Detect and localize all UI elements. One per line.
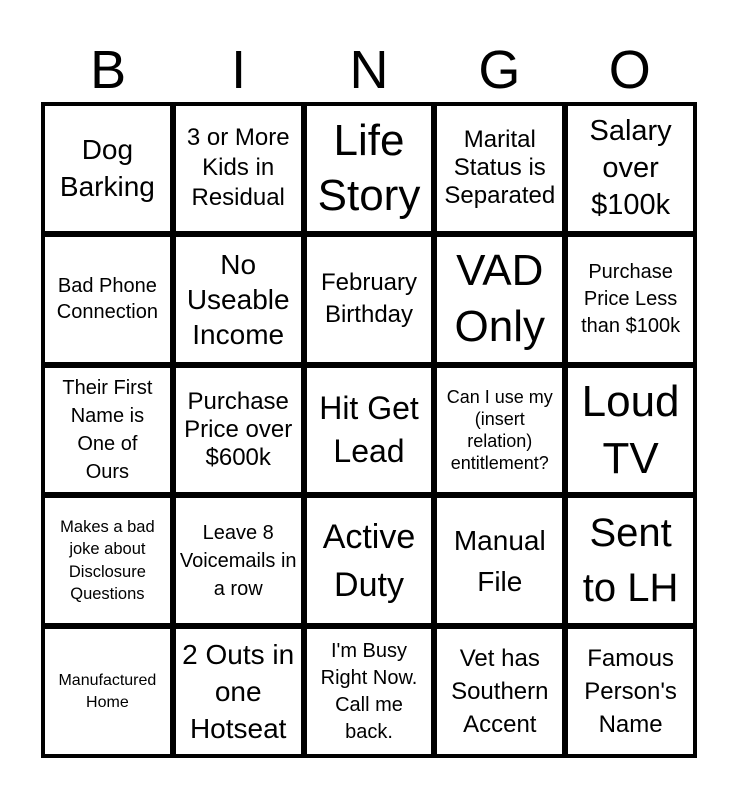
- bingo-cell[interactable]: Manual File: [437, 498, 562, 623]
- bingo-cell[interactable]: Manufactured Home: [45, 629, 170, 754]
- bingo-cell[interactable]: Famous Person's Name: [568, 629, 693, 754]
- header-letter-g: G: [478, 40, 521, 100]
- bingo-cell[interactable]: Life Story: [307, 106, 432, 231]
- bingo-cell[interactable]: Dog Barking: [45, 106, 170, 231]
- bingo-cell[interactable]: Makes a bad joke about Disclosure Questions: [45, 498, 170, 623]
- bingo-header: [43, 36, 695, 104]
- bingo-cell[interactable]: VAD Only: [437, 237, 562, 362]
- header-letter-i: I: [231, 40, 247, 100]
- bingo-cell[interactable]: Marital Status is Separated: [437, 106, 562, 231]
- bingo-cell[interactable]: Salary over $100k: [568, 106, 693, 231]
- bingo-cell[interactable]: 3 or More Kids in Residual: [176, 106, 301, 231]
- header-letter-n: N: [349, 40, 389, 100]
- bingo-cell[interactable]: Bad Phone Connection: [45, 237, 170, 362]
- header-letter-b: B: [90, 40, 127, 100]
- bingo-cell[interactable]: Sent to LH: [568, 498, 693, 623]
- bingo-cell[interactable]: Vet has Southern Accent: [437, 629, 562, 754]
- header-letter-o: O: [608, 40, 651, 100]
- bingo-card-grid: [41, 102, 697, 758]
- bingo-cell[interactable]: Their First Name is One of Ours: [45, 368, 170, 493]
- bingo-cell[interactable]: February Birthday: [307, 237, 432, 362]
- bingo-cell[interactable]: No Useable Income: [176, 237, 301, 362]
- bingo-cell[interactable]: Leave 8 Voicemails in a row: [176, 498, 301, 623]
- bingo-cell[interactable]: Can I use my (insert relation) entitlement?: [437, 368, 562, 493]
- bingo-cell[interactable]: 2 Outs in one Hotseat: [176, 629, 301, 754]
- bingo-cell[interactable]: Purchase Price Less than $100k: [568, 237, 693, 362]
- bingo-cell[interactable]: Loud TV: [568, 368, 693, 493]
- bingo-cell[interactable]: Purchase Price over $600k: [176, 368, 301, 493]
- bingo-cell[interactable]: I'm Busy Right Now. Call me back.: [307, 629, 432, 754]
- bingo-cell[interactable]: Active Duty: [307, 498, 432, 623]
- bingo-cell[interactable]: Hit Get Lead: [307, 368, 432, 493]
